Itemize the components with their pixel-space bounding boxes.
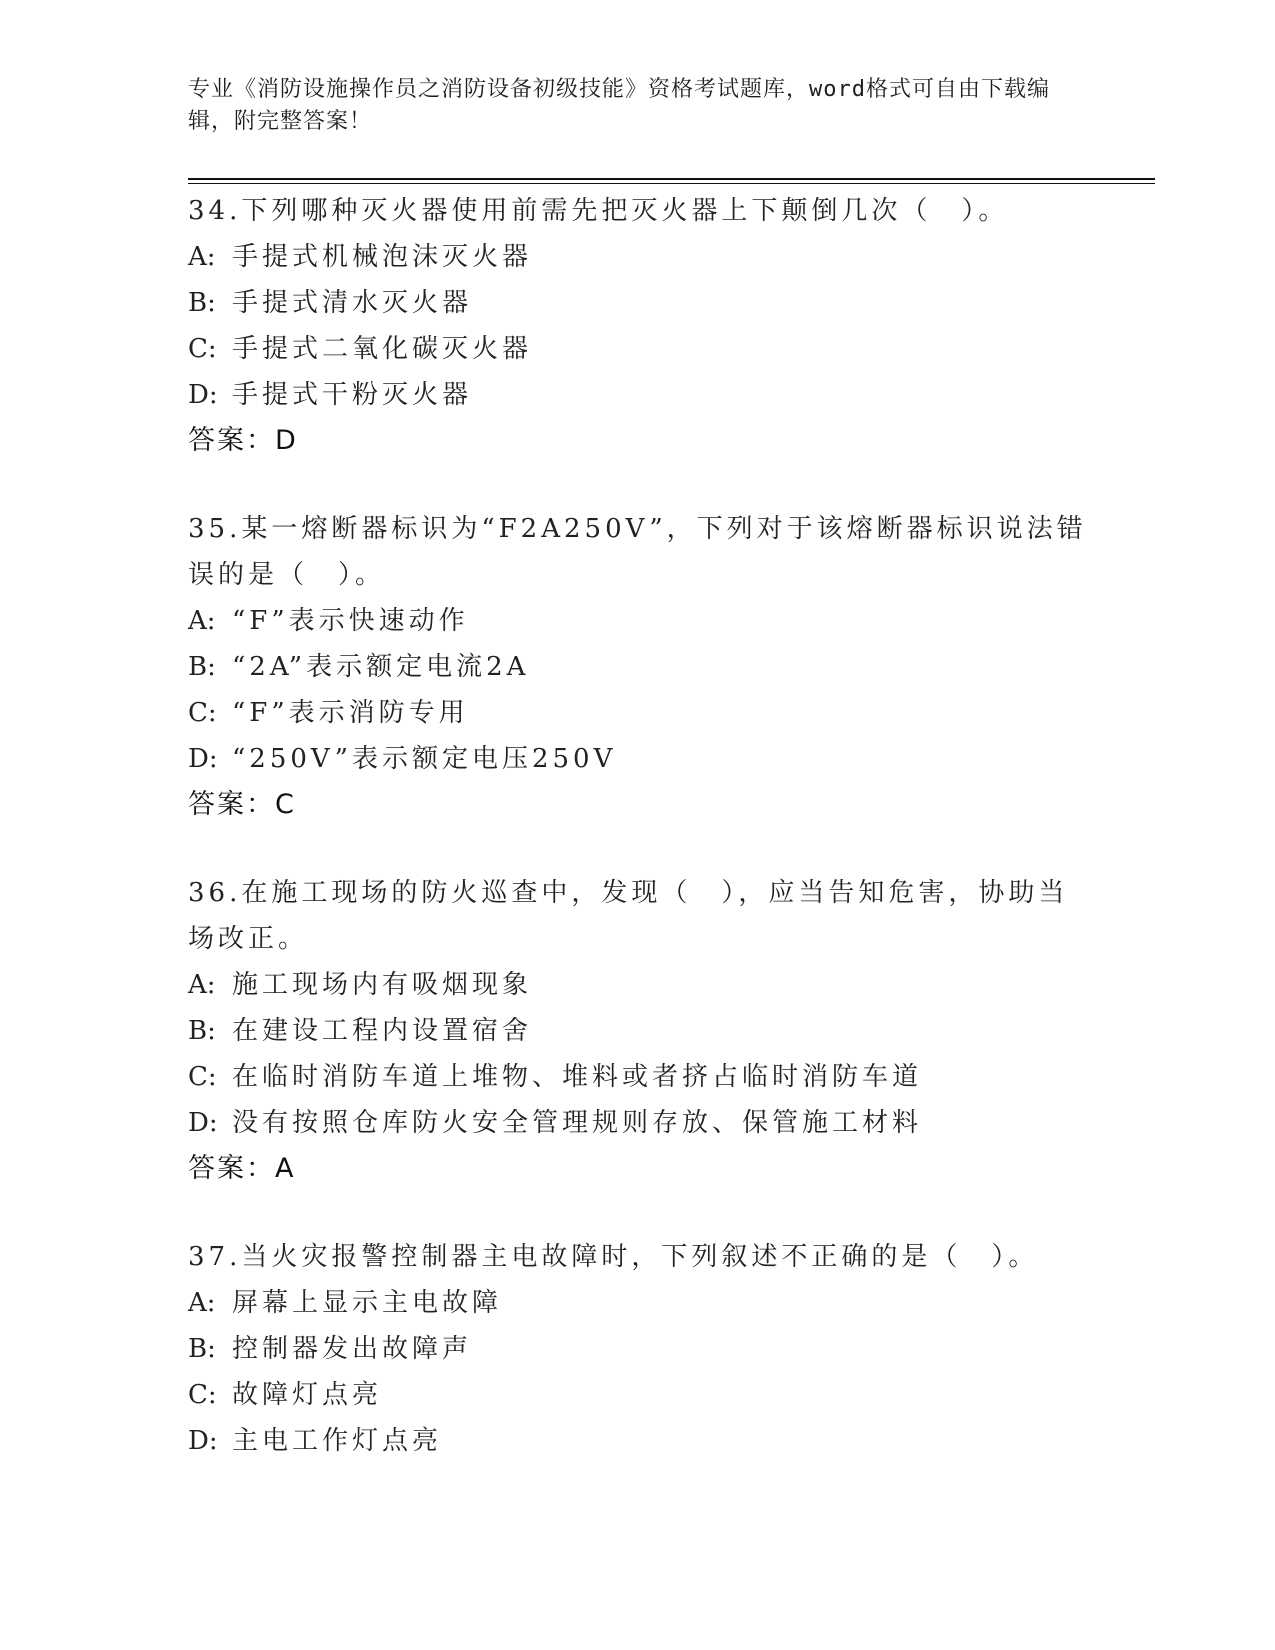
option-letter: A: [188, 606, 216, 636]
option-letter: B: [188, 288, 216, 318]
option-c [188, 326, 1088, 372]
option-c [188, 1054, 1088, 1100]
option-letter: B: [188, 1016, 216, 1046]
option-letter: A: [188, 242, 216, 272]
option-letter: D: [188, 1108, 218, 1138]
answer-label: 答案：D [188, 425, 298, 456]
option-text: 在建设工程内设置宿舍 [232, 1016, 533, 1046]
answer-label: 答案：C [188, 789, 296, 820]
option-a [188, 598, 1088, 644]
option-text: 手提式二氧化碳灭火器 [232, 334, 533, 364]
question-34 [188, 188, 1088, 464]
option-letter: B: [188, 652, 216, 682]
option-b [188, 644, 1088, 690]
option-text: 屏幕上显示主电故障 [232, 1288, 503, 1318]
option-text: 手提式干粉灭火器 [232, 380, 473, 410]
question-36 [188, 870, 1088, 1192]
option-a [188, 1280, 1088, 1326]
option-text: 手提式机械泡沫灭火器 [232, 242, 533, 272]
option-letter: A: [188, 970, 216, 1000]
option-letter: B: [188, 1334, 216, 1364]
option-letter: C: [188, 1062, 217, 1092]
option-text: 控制器发出故障声 [232, 1334, 473, 1364]
question-list [188, 188, 1088, 1506]
option-letter: D: [188, 744, 218, 774]
option-a [188, 962, 1088, 1008]
option-text: 主电工作灯点亮 [232, 1426, 443, 1456]
option-d [188, 1100, 1088, 1146]
question-37 [188, 1234, 1088, 1464]
question-35 [188, 506, 1088, 828]
header-divider-thin [188, 183, 1155, 184]
option-letter: C: [188, 334, 217, 364]
option-text: “F”表示消防专用 [232, 698, 469, 728]
question-stem: 36.在施工现场的防火巡查中，发现（ ），应当告知危害，协助当场改正。 [188, 878, 1069, 954]
option-text: 手提式清水灭火器 [232, 288, 473, 318]
option-c [188, 690, 1088, 736]
option-a [188, 234, 1088, 280]
option-d [188, 736, 1088, 782]
option-letter: C: [188, 698, 217, 728]
option-text: 施工现场内有吸烟现象 [232, 970, 533, 1000]
option-b [188, 1008, 1088, 1054]
option-text: “F”表示快速动作 [232, 606, 469, 636]
option-letter: C: [188, 1380, 217, 1410]
question-stem: 34.下列哪种灭火器使用前需先把灭火器上下颠倒几次（ ）。 [188, 196, 1009, 226]
option-d [188, 372, 1088, 418]
option-text: 没有按照仓库防火安全管理规则存放、保管施工材料 [232, 1108, 923, 1138]
option-b [188, 1326, 1088, 1372]
answer-label: 答案：A [188, 1153, 296, 1184]
option-d [188, 1418, 1088, 1464]
option-text: “2A”表示额定电流2A [232, 652, 530, 682]
option-c [188, 1372, 1088, 1418]
question-stem: 37.当火灾报警控制器主电故障时，下列叙述不正确的是（ ）。 [188, 1242, 1039, 1272]
option-letter: D: [188, 380, 218, 410]
question-stem: 35.某一熔断器标识为“F2A250V”，下列对于该熔断器标识说法错误的是（ ）。 [188, 514, 1087, 590]
option-b [188, 280, 1088, 326]
document-header: 专业《消防设施操作员之消防设备初级技能》资格考试题库，word格式可自由下载编辑，附完整答案！ [188, 77, 1050, 134]
header-divider-thick [188, 178, 1155, 180]
option-letter: A: [188, 1288, 216, 1318]
option-text: 在临时消防车道上堆物、堆料或者挤占临时消防车道 [232, 1062, 923, 1092]
option-text: “250V”表示额定电压250V [232, 744, 617, 774]
option-letter: D: [188, 1426, 218, 1456]
option-text: 故障灯点亮 [232, 1380, 383, 1410]
